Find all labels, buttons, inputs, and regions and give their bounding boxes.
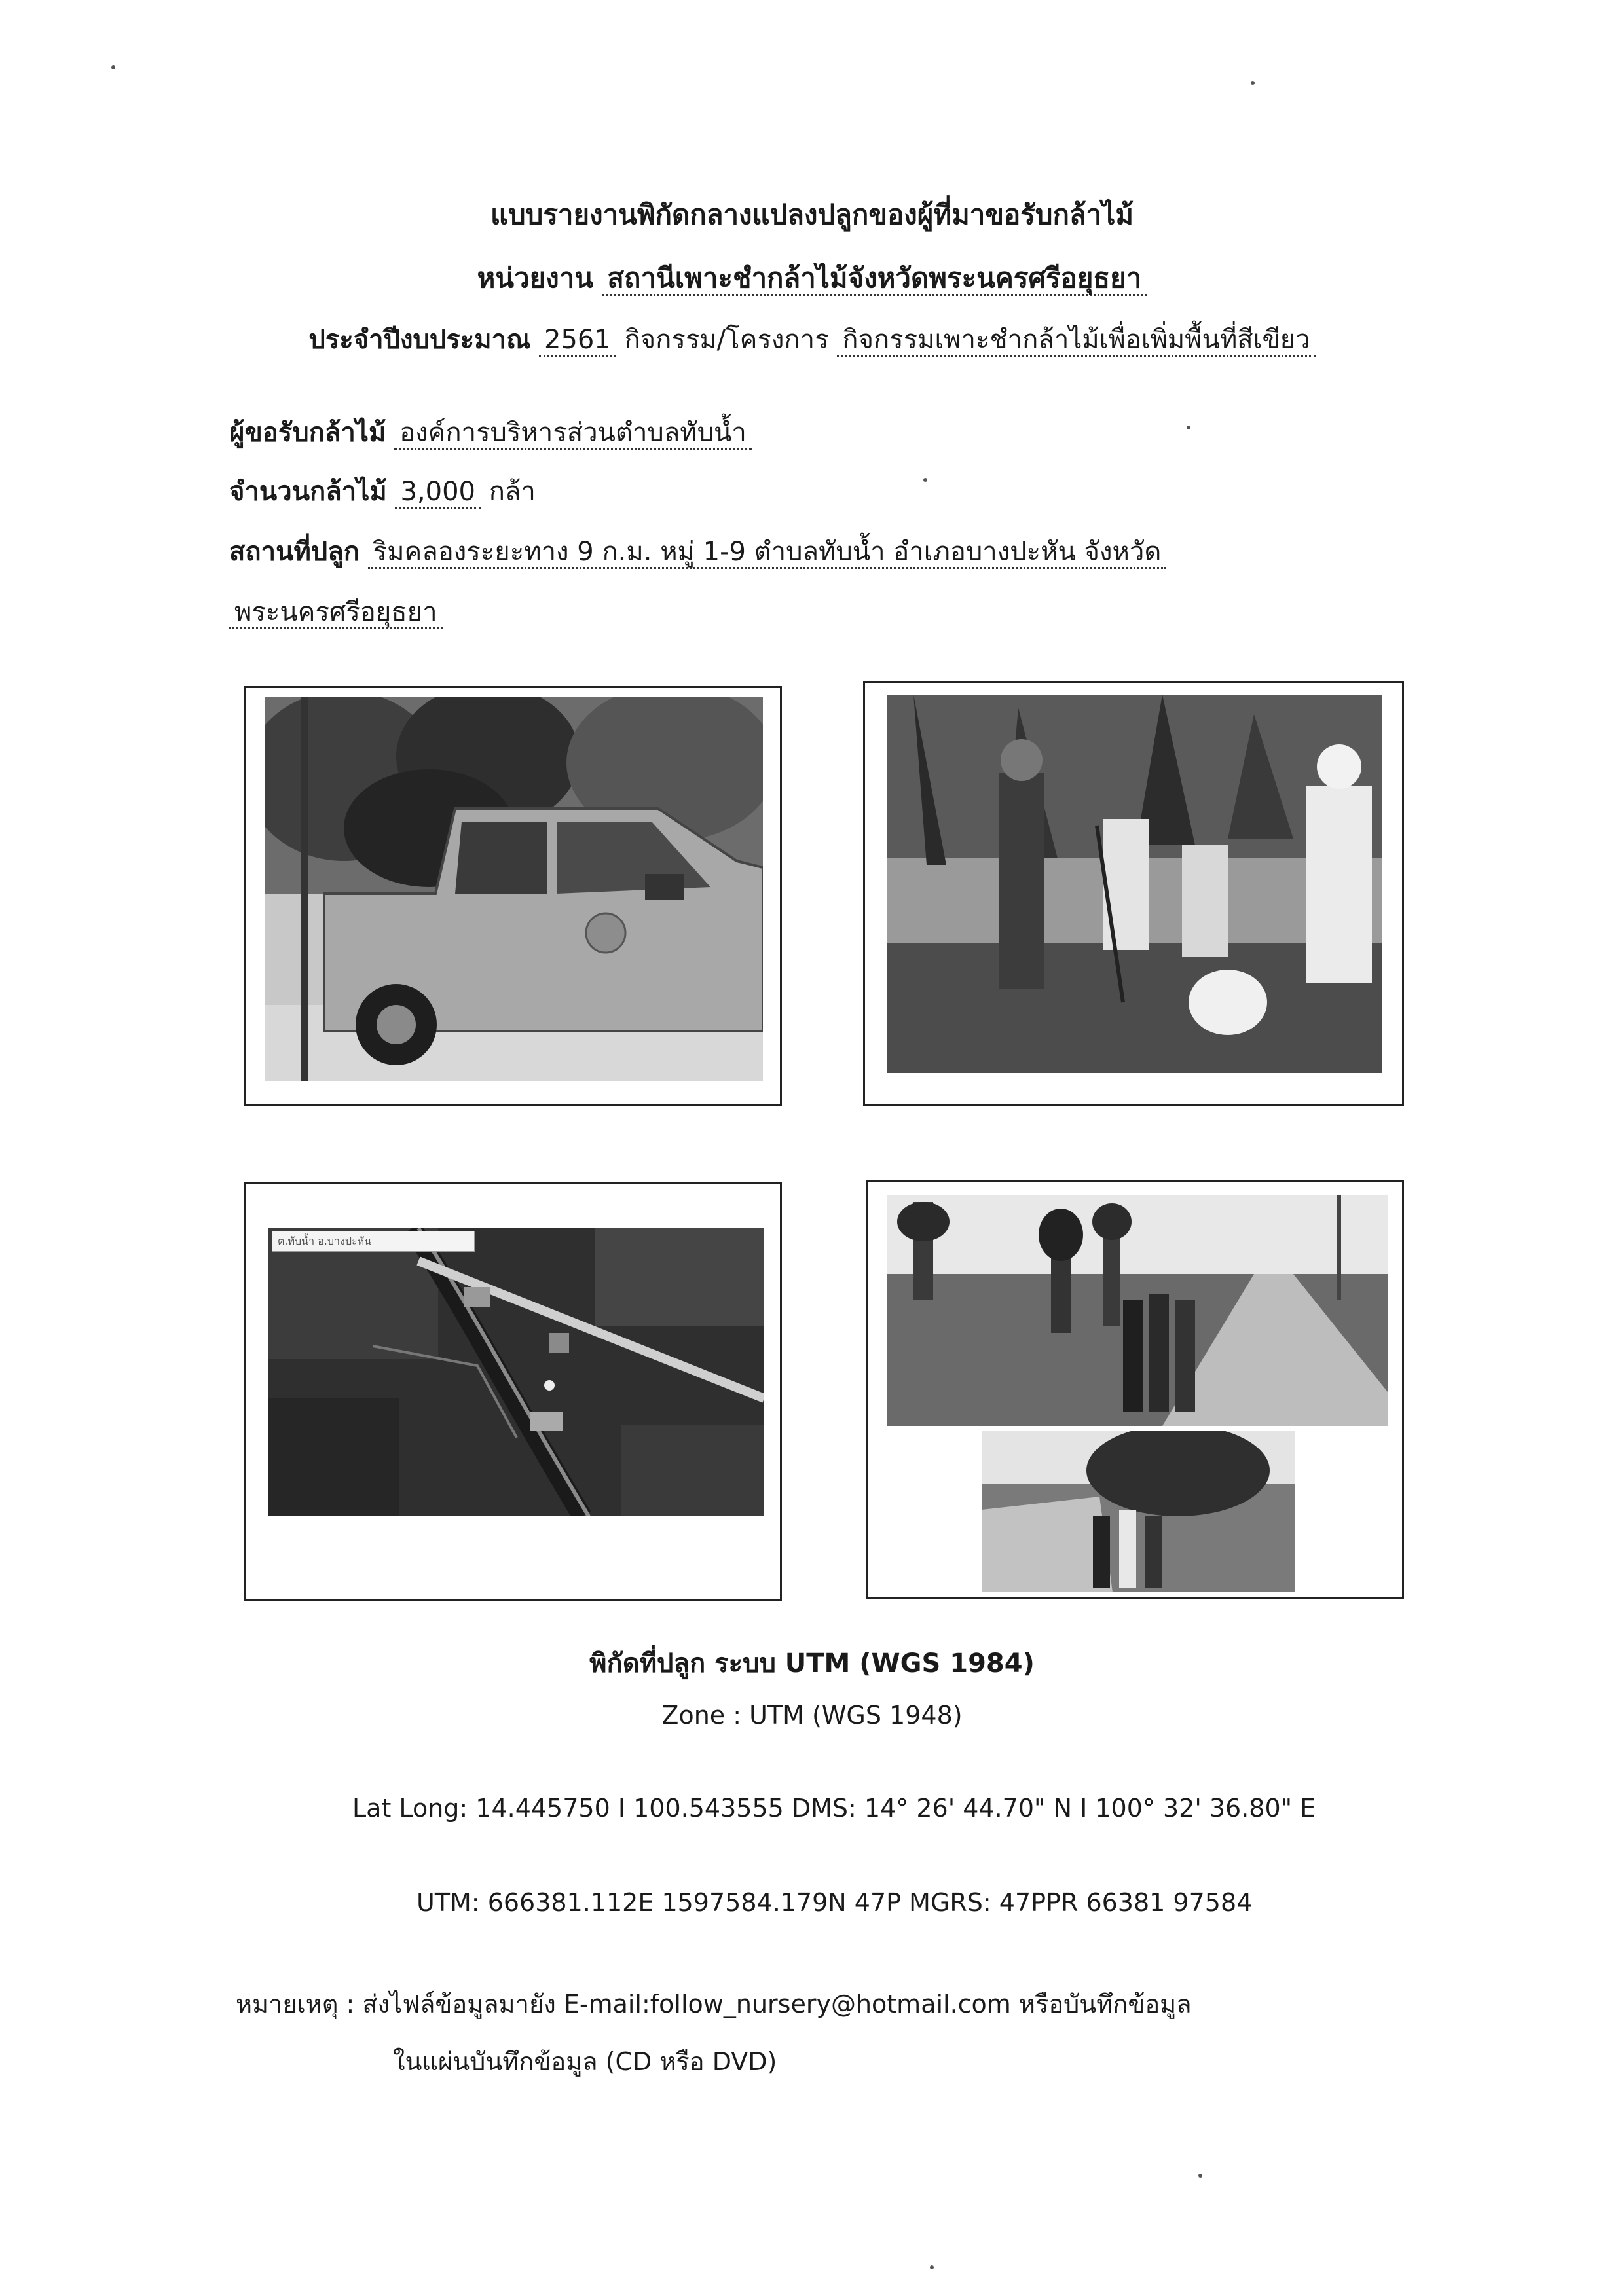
- coordinates-heading: พิกัดที่ปลูก ระบบ UTM (WGS 1984): [589, 1649, 1035, 1679]
- unit-value: สถานีเพาะชำกล้าไม้จังหวัดพระนครศรีอยุธยา: [602, 262, 1147, 296]
- photo-frame-truck: [244, 686, 782, 1106]
- map-frame: [244, 1182, 782, 1601]
- project-label: กิจกรรม/โครงการ: [624, 325, 829, 355]
- document-title: แบบรายงานพิกัดกลางแปลงปลูกของผู้ที่มาขอรับกล้าไม้: [490, 198, 1134, 230]
- note-line-1: หมายเหตุ : ส่งไฟล์ข้อมูลมายัง E-mail:follow_nursery@hotmail.com หรือบันทึกข้อมูล: [236, 1990, 1192, 2018]
- scan-speck: [1198, 2174, 1202, 2178]
- location-line: [229, 530, 1166, 572]
- budget-line: [0, 318, 1624, 360]
- planting-photo: [887, 695, 1382, 1073]
- coordinates-utm: UTM: 666381.112E 1597584.179N 47P MGRS: 47PPR 66381 97584: [416, 1888, 1253, 1917]
- location-line-2: [229, 591, 443, 632]
- photo-frame-planting: [863, 681, 1404, 1106]
- scan-speck: [111, 65, 115, 69]
- note-line-2: ในแผ่นบันทึกข้อมูล (CD หรือ DVD): [393, 2047, 777, 2076]
- unit-line: [0, 257, 1624, 300]
- count-label: จำนวนกล้าไม้: [229, 477, 387, 507]
- recipient-label: ผู้ขอรับกล้าไม้: [229, 418, 386, 448]
- budget-label: ประจำปีงบประมาณ: [308, 325, 531, 355]
- recipient-value: องค์การบริหารส่วนตำบลทับน้ำ: [394, 418, 752, 450]
- count-value: 3,000: [395, 477, 481, 509]
- coordinates-zone: Zone : UTM (WGS 1948): [661, 1701, 963, 1730]
- project-value: กิจกรรมเพาะชำกล้าไม้เพื่อเพิ่มพื้นที่สีเขียว: [837, 325, 1315, 357]
- recipient-line: [229, 411, 752, 453]
- scan-speck: [1251, 81, 1255, 85]
- roadside-photo-bottom: [982, 1431, 1295, 1592]
- scan-speck: [1187, 426, 1190, 429]
- count-line: [229, 470, 536, 512]
- location-label: สถานที่ปลูก: [229, 537, 360, 567]
- coordinates-latlong: Lat Long: 14.445750 I 100.543555 DMS: 14° 26' 44.70" N I 100° 32' 36.80" E: [352, 1794, 1316, 1823]
- scan-speck: [930, 2265, 934, 2269]
- unit-label: หน่วยงาน: [477, 262, 594, 294]
- count-unit: กล้า: [489, 477, 536, 507]
- photo-frame-roadside: [866, 1180, 1404, 1599]
- map-search-box[interactable]: ต.ทับน้ำ อ.บางปะหัน: [272, 1231, 475, 1252]
- roadside-photo-top: [887, 1195, 1388, 1426]
- satellite-map: [268, 1228, 764, 1516]
- budget-year: 2561: [539, 325, 616, 357]
- scan-speck: [923, 478, 927, 482]
- location-value-line2: พระนครศรีอยุธยา: [229, 597, 443, 629]
- location-value-line1: ริมคลองระยะทาง 9 ก.ม. หมู่ 1-9 ตำบลทับน้ำ อำเภอบางปะหัน จังหวัด: [368, 537, 1167, 569]
- truck-photo: [265, 697, 763, 1081]
